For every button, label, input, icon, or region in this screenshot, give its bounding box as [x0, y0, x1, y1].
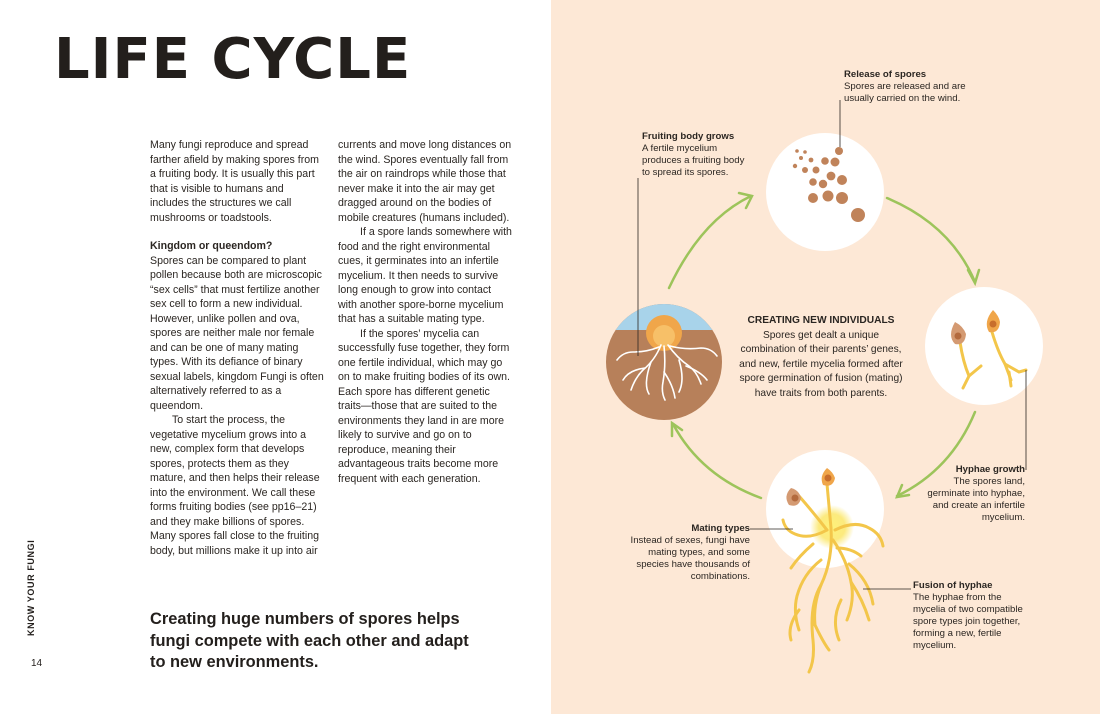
annotation-title: Fruiting body grows [642, 131, 735, 142]
annotation-text: Spores are released and are usually carried on the wind. [844, 81, 966, 104]
body-column-2 [338, 138, 512, 486]
body-paragraph: Spores can be compared to plant pollen because both are microscopic “sex cells” that must fertilize another sex cell to form a new individual. However, unlike pollen and ova, spores are neither male nor female and can be one of many mating types. With its defiance of binary sexual labels, kingdom Fungi is often alternatively referred to as a queendom. [150, 254, 324, 412]
annotation-title: Mating types [691, 523, 750, 534]
body-paragraph: currents and move long distances on the wind. Spores eventually fall from the air on raindrops while those that never make it into the air may get dragged around on the bodies of mobile creatures (humans included). [338, 139, 512, 224]
center-explanation [735, 314, 907, 402]
annotation-text: A fertile mycelium produces a fruiting body to spread its spores. [642, 143, 745, 178]
page-number: 14 [31, 658, 43, 669]
annotation-title: Hyphae growth [955, 464, 1025, 475]
pull-quote: Creating huge numbers of spores helps fungi compete with each other and adapt to new environments. [150, 610, 469, 671]
subheading: Kingdom or queendom? [150, 240, 273, 252]
body-paragraph: If the spores’ mycelia can successfully fuse together, they form one fertile individual, which may go on to make fruiting bodies of its own. Each spore has different genetic traits—those that are suited to the environments they land in are more likely to survive and go on to reproduce, meaning their advantageous traits become more frequent with each generation. [338, 327, 510, 485]
annotation-fusion [913, 580, 1031, 652]
body-paragraph: If a spore lands somewhere with food and the right environmental cues, it germinates into an infertile mycelium. It then needs to survive long enough to grow into contact with another spore-borne mycelium that has a suitable mating type. [338, 226, 512, 325]
intro-paragraph: Many fungi reproduce and spread farther afield by making spores from a fruiting body. It is usually this part that is visible to humans and includes the structures we call mushrooms or toadstools. [150, 139, 319, 224]
annotation-text: The spores land, germinate into hyphae, and create an infertile mycelium. [927, 476, 1025, 523]
mushroom-core [653, 325, 675, 347]
annotation-title: Release of spores [844, 69, 927, 80]
annotation-fruiting [642, 131, 754, 179]
annotation-release [844, 69, 984, 105]
section-label: KNOW YOUR FUNGI [26, 539, 36, 636]
annotation-title: Fusion of hyphae [913, 580, 993, 591]
annotation-text: Instead of sexes, fungi have mating types, and some species have thousands of combinations. [630, 535, 750, 582]
body-column-1 [150, 138, 324, 558]
center-text: Spores get dealt a unique combination of their parents’ genes, and new, fertile mycelia formed after spore germination of fusion (mating) have traits from both parents. [739, 329, 903, 399]
hyphae-circle [925, 287, 1043, 405]
arrow-to-ground [673, 424, 761, 498]
body-paragraph: To start the process, the vegetative mycelium grows into a new, complex form that develops spores, protects them as they mature, and then helps their release into the environment. We call these forms fruiting bodies (see pp16–21) and they make billions of spores. Many spores fall close to the fruiting body, but millions make it up into air [150, 414, 320, 557]
annotation-hyphae [920, 464, 1025, 524]
page-title: LIFE CYCLE [54, 27, 412, 92]
arrow-to-hyphae [887, 198, 975, 282]
annotation-text: The hyphae from the mycelia of two compatible spore types join together, forming a new, fertile mycelium. [913, 592, 1023, 651]
annotation-mating [628, 523, 750, 583]
center-title: CREATING NEW INDIVIDUALS [747, 315, 895, 326]
arrow-to-spores [669, 196, 751, 288]
